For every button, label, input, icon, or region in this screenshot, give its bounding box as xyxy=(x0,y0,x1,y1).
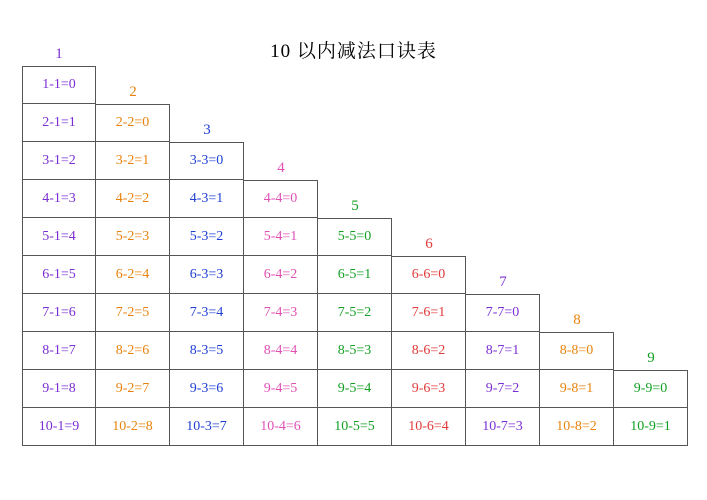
table-cell: 8-8=0 xyxy=(540,332,614,370)
subtraction-grid xyxy=(22,66,688,446)
column-header: 8 xyxy=(573,312,581,328)
table-cell: 4-4=0 xyxy=(244,180,318,218)
table-cell: 8-2=6 xyxy=(96,332,170,370)
table-row xyxy=(22,256,688,294)
column-header: 5 xyxy=(351,198,359,214)
table-cell: 10-7=3 xyxy=(466,408,540,446)
table-cell: 8-1=7 xyxy=(22,332,96,370)
table-cell: 10-6=4 xyxy=(392,408,466,446)
table-cell: 10-4=6 xyxy=(244,408,318,446)
table-cell: 3-1=2 xyxy=(22,142,96,180)
table-cell: 6-4=2 xyxy=(244,256,318,294)
table-cell: 9-1=8 xyxy=(22,370,96,408)
column-header: 6 xyxy=(425,236,433,252)
table-cell: 10-9=1 xyxy=(614,408,688,446)
table-cell: 5-2=3 xyxy=(96,218,170,256)
table-cell: 4-3=1 xyxy=(170,180,244,218)
table-row xyxy=(22,370,688,408)
table-row xyxy=(22,332,688,370)
table-cell: 7-6=1 xyxy=(392,294,466,332)
column-header: 2 xyxy=(129,84,137,100)
table-cell: 5-1=4 xyxy=(22,218,96,256)
table-row xyxy=(22,218,688,256)
table-cell: 1-1=0 xyxy=(22,66,96,104)
table-cell: 5-5=0 xyxy=(318,218,392,256)
column-header: 1 xyxy=(55,46,63,62)
table-cell: 7-2=5 xyxy=(96,294,170,332)
table-cell: 9-4=5 xyxy=(244,370,318,408)
table-cell: 9-8=1 xyxy=(540,370,614,408)
table-cell: 10-1=9 xyxy=(22,408,96,446)
table-cell: 6-2=4 xyxy=(96,256,170,294)
table-cell: 7-4=3 xyxy=(244,294,318,332)
table-cell: 10-2=8 xyxy=(96,408,170,446)
table-cell: 6-5=1 xyxy=(318,256,392,294)
table-cell: 6-6=0 xyxy=(392,256,466,294)
table-cell: 7-5=2 xyxy=(318,294,392,332)
table-cell: 9-3=6 xyxy=(170,370,244,408)
table-cell: 8-4=4 xyxy=(244,332,318,370)
table-cell: 7-7=0 xyxy=(466,294,540,332)
table-cell: 10-3=7 xyxy=(170,408,244,446)
table-cell: 3-3=0 xyxy=(170,142,244,180)
table-cell: 8-7=1 xyxy=(466,332,540,370)
table-cell: 10-5=5 xyxy=(318,408,392,446)
table-cell: 7-3=4 xyxy=(170,294,244,332)
column-header: 7 xyxy=(499,274,507,290)
table-cell: 9-5=4 xyxy=(318,370,392,408)
table-row xyxy=(22,142,688,180)
column-header: 4 xyxy=(277,160,285,176)
page-title: 10 以内减法口诀表 xyxy=(270,41,437,62)
table-cell: 4-2=2 xyxy=(96,180,170,218)
table-cell: 6-3=3 xyxy=(170,256,244,294)
column-header: 9 xyxy=(647,350,655,366)
table-cell: 2-2=0 xyxy=(96,104,170,142)
table-cell: 6-1=5 xyxy=(22,256,96,294)
table-cell: 9-2=7 xyxy=(96,370,170,408)
table-row xyxy=(22,408,688,446)
table-cell: 5-4=1 xyxy=(244,218,318,256)
table-cell: 5-3=2 xyxy=(170,218,244,256)
table-cell: 8-6=2 xyxy=(392,332,466,370)
table-cell: 9-6=3 xyxy=(392,370,466,408)
table-cell: 9-9=0 xyxy=(614,370,688,408)
table-cell: 10-8=2 xyxy=(540,408,614,446)
column-header: 3 xyxy=(203,122,211,138)
table-cell: 4-1=3 xyxy=(22,180,96,218)
table-cell: 9-7=2 xyxy=(466,370,540,408)
table-cell: 8-3=5 xyxy=(170,332,244,370)
table-cell: 8-5=3 xyxy=(318,332,392,370)
table-row xyxy=(22,104,688,142)
table-cell: 2-1=1 xyxy=(22,104,96,142)
table-cell: 3-2=1 xyxy=(96,142,170,180)
table-cell: 7-1=6 xyxy=(22,294,96,332)
